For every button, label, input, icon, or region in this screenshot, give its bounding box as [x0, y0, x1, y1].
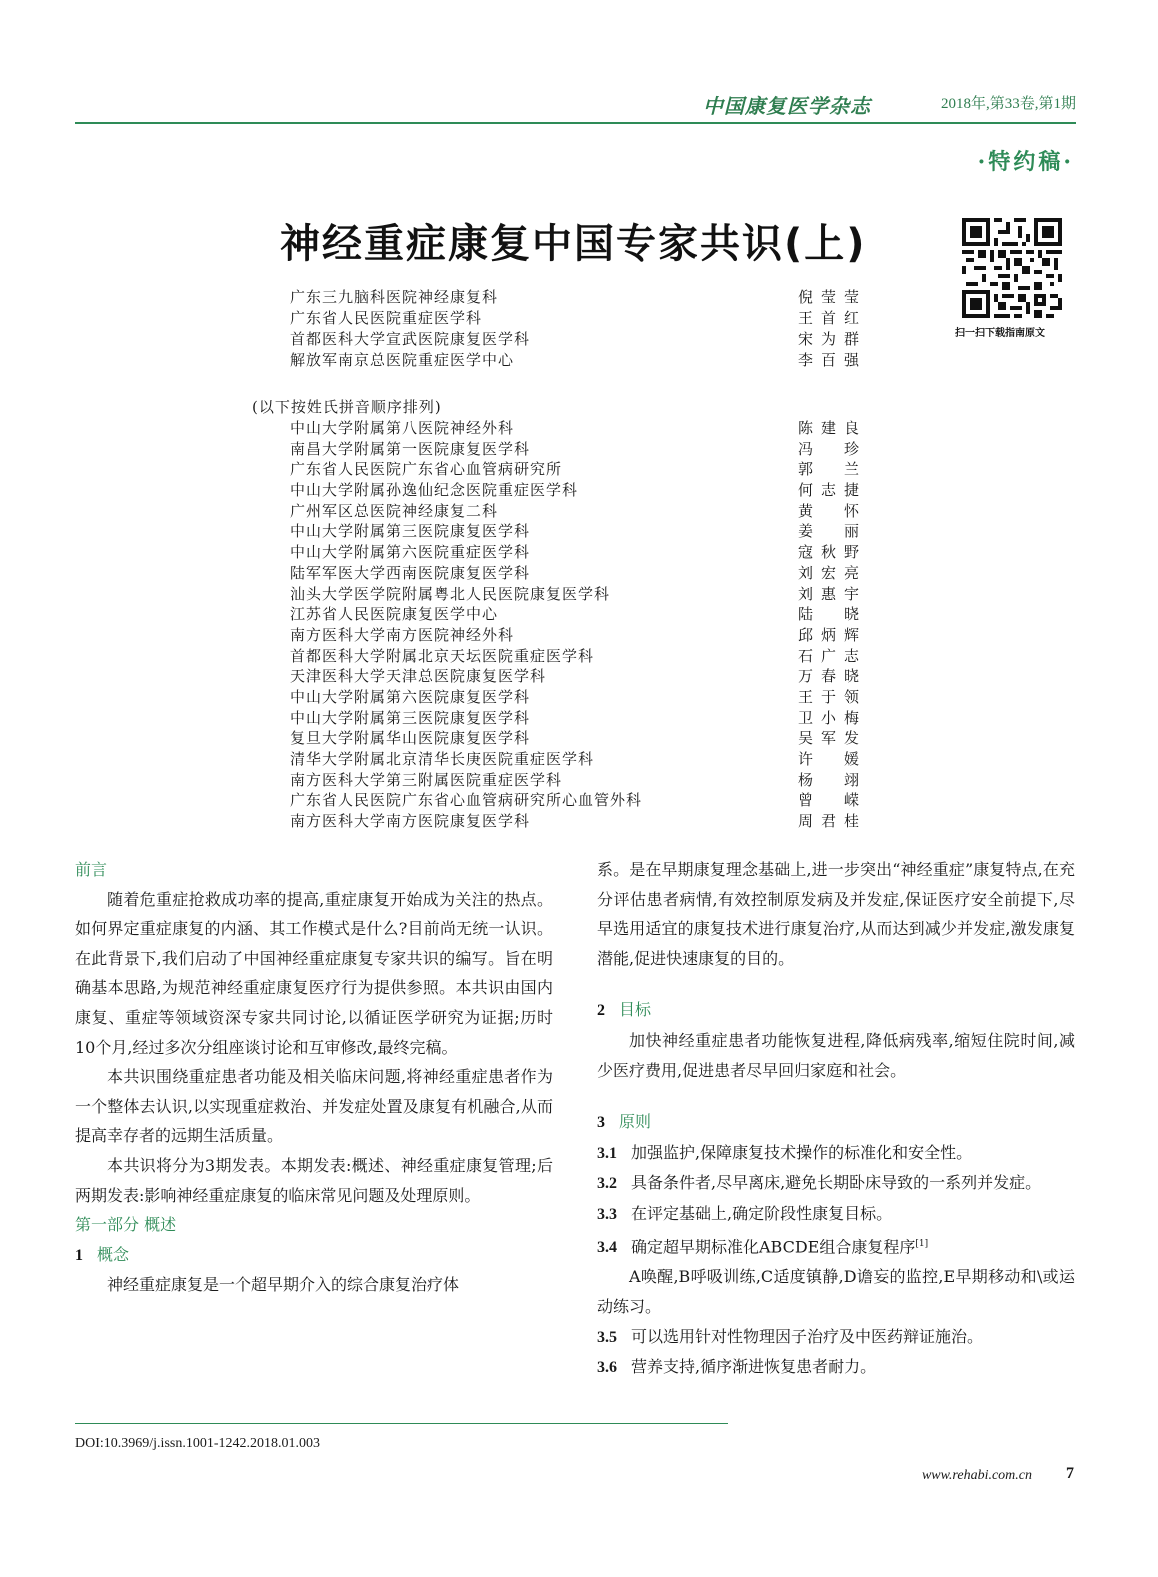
author-name: 曾 嵘	[798, 791, 860, 810]
author-name: 邱炳辉	[798, 625, 860, 644]
qr-caption: 扫一扫下载指南原文	[955, 328, 1045, 339]
author-row	[290, 418, 860, 439]
author-name: 王于领	[798, 687, 860, 706]
item-number: 3.1	[597, 1144, 617, 1162]
principle-item	[597, 1138, 1075, 1169]
left-column	[75, 855, 553, 1300]
section-heading	[597, 995, 1075, 1026]
author-name: 万春晓	[798, 667, 860, 686]
author-affiliation: 清华大学附属北京清华长庚医院重症医学科	[290, 750, 595, 768]
page-number: 7	[1066, 1465, 1074, 1482]
author-affiliation: 中山大学附属第三医院康复医学科	[290, 522, 531, 541]
author-affiliation: 中山大学附属第六医院康复医学科	[290, 687, 531, 706]
item-text: 加强监护,保障康复技术操作的标准化和安全性。	[631, 1142, 973, 1162]
section-number: 1	[75, 1246, 83, 1264]
item-text: 确定超早期标准化ABCDE组合康复程序	[631, 1236, 916, 1256]
item-number: 3.5	[597, 1328, 617, 1346]
author-name: 郭 兰	[798, 460, 860, 479]
author-affiliation: 中山大学附属第八医院神经外科	[290, 419, 515, 437]
paragraph: 神经重症康复是一个超早期介入的综合康复治疗体	[107, 1275, 460, 1295]
page-header	[75, 86, 1076, 124]
paragraph: 加快神经重症患者功能恢复进程,降低病残率,缩短住院时间,减少医疗费用,促进患者尽早回归家庭和社会。	[597, 1030, 1075, 1080]
author-row	[290, 708, 860, 729]
author-affiliation: 中山大学附属孙逸仙纪念医院重症医学科	[290, 481, 579, 500]
author-name: 杨 翊	[798, 770, 860, 789]
author-affiliation: 天津医科大学天津总医院康复医学科	[290, 667, 547, 686]
author-row	[290, 287, 860, 308]
item-number: 3.3	[597, 1205, 617, 1223]
author-name: 陈建良	[798, 419, 860, 437]
author-name: 寇秋野	[798, 543, 860, 562]
principle-item	[597, 1199, 1075, 1230]
author-row	[290, 687, 860, 708]
author-row	[290, 542, 860, 563]
section-title: 原则	[619, 1112, 652, 1132]
author-affiliation: 南昌大学附属第一医院康复医学科	[290, 439, 531, 458]
author-affiliation: 广东三九脑科医院神经康复科	[290, 288, 499, 306]
section-title: 目标	[619, 1000, 652, 1020]
section-number: 2	[597, 1002, 605, 1020]
author-affiliation: 中山大学附属第六医院重症医学科	[290, 543, 531, 562]
author-row	[290, 728, 860, 749]
author-affiliation: 复旦大学附属华山医院康复医学科	[290, 729, 531, 748]
author-row	[290, 308, 860, 329]
principle-item	[597, 1352, 1075, 1383]
author-name: 刘惠宇	[798, 584, 860, 603]
author-affiliation: 解放军南京总医院重症医学中心	[290, 351, 515, 369]
author-name: 冯 珍	[798, 439, 860, 458]
author-row	[290, 604, 860, 625]
author-row	[290, 501, 860, 522]
author-name: 李百强	[798, 351, 860, 369]
author-row	[290, 625, 860, 646]
author-row	[290, 790, 860, 811]
section-title: 概念	[97, 1244, 130, 1264]
author-list	[290, 418, 860, 832]
item-text: 在评定基础上,确定阶段性康复目标。	[631, 1203, 893, 1223]
author-name: 姜 丽	[798, 522, 860, 541]
section-heading	[75, 1240, 553, 1271]
article-title: 神经重症康复中国专家共识(上)	[280, 221, 867, 267]
footer-divider	[75, 1423, 728, 1424]
website-link[interactable]: www.rehabi.com.cn	[921, 1468, 1032, 1483]
author-name: 陆 晓	[798, 605, 860, 624]
issue-info: 2018年,第33卷,第1期	[940, 96, 1076, 112]
author-row	[290, 329, 860, 350]
principle-item	[597, 1168, 1075, 1199]
lead-author-list	[290, 287, 860, 371]
author-affiliation: 南方医科大学第三附属医院重症医学科	[290, 770, 563, 789]
author-row	[290, 666, 860, 687]
author-affiliation: 广州军区总医院神经康复二科	[290, 501, 499, 520]
author-name: 吴军发	[798, 729, 860, 748]
author-row	[290, 646, 860, 667]
citation-ref[interactable]: [1]	[915, 1238, 929, 1249]
paragraph: A唤醒,B呼吸训练,C适度镇静,D谵妄的监控,E早期移动和\或运动练习。	[597, 1267, 1075, 1317]
author-name: 石广志	[798, 646, 860, 665]
author-row	[290, 480, 860, 501]
author-row	[290, 584, 860, 605]
item-text: 可以选用针对性物理因子治疗及中医药辩证施治。	[631, 1326, 984, 1346]
journal-logo: 中国康复医学杂志	[703, 94, 871, 118]
author-row	[290, 459, 860, 480]
item-number: 3.6	[597, 1359, 617, 1377]
author-affiliation: 陆军军医大学西南医院康复医学科	[290, 563, 531, 582]
author-affiliation: 南方医科大学南方医院康复医学科	[290, 812, 531, 831]
author-affiliation: 江苏省人民医院康复医学中心	[290, 605, 499, 624]
author-name: 王首红	[798, 309, 860, 327]
author-affiliation: 首都医科大学宣武医院康复医学科	[290, 330, 531, 348]
item-number: 3.4	[597, 1238, 617, 1256]
paragraph: 本共识围绕重症患者功能及相关临床问题,将神经重症患者作为一个整体去认识,以实现重症救治、并发症处置及康复有机融合,从而提高幸存者的远期生活质量。	[75, 1067, 553, 1146]
part-heading: 第一部分 概述	[75, 1215, 177, 1235]
doi[interactable]: DOI:10.3969/j.issn.1001-1242.2018.01.003	[75, 1436, 320, 1451]
paragraph: 本共识将分为3期发表。本期发表:概述、神经重症康复管理;后两期发表:影响神经重症康复的临床常见问题及处理原则。	[75, 1155, 553, 1205]
author-row	[290, 770, 860, 791]
author-affiliation: 广东省人民医院广东省心血管病研究所心血管外科	[290, 791, 643, 810]
author-name: 周君桂	[798, 812, 860, 831]
author-name: 黄 怀	[798, 501, 860, 520]
principle-item	[597, 1322, 1075, 1353]
author-name: 倪莹莹	[798, 288, 860, 306]
author-name: 许 媛	[798, 750, 860, 768]
author-affiliation: 中山大学附属第三医院康复医学科	[290, 708, 531, 727]
author-row	[290, 521, 860, 542]
qr-code-icon[interactable]	[962, 218, 1062, 318]
item-text: 具备条件者,尽早离床,避免长期卧床导致的一系列并发症。	[631, 1173, 1042, 1193]
section-heading	[597, 1107, 1075, 1138]
author-name: 何志捷	[798, 481, 860, 500]
author-affiliation: 首都医科大学附属北京天坛医院重症医学科	[290, 646, 595, 665]
item-number: 3.2	[597, 1175, 617, 1193]
author-order-note: (以下按姓氏拼音顺序排列)	[252, 398, 442, 416]
author-row	[290, 563, 860, 584]
section-number: 3	[597, 1114, 605, 1132]
author-affiliation: 南方医科大学南方医院神经外科	[290, 625, 515, 644]
author-row	[290, 350, 860, 371]
author-affiliation: 广东省人民医院重症医学科	[290, 309, 483, 327]
foreword-heading: 前言	[75, 860, 108, 879]
author-row	[290, 439, 860, 460]
principle-item	[597, 1230, 1075, 1263]
author-name: 刘宏亮	[798, 563, 860, 582]
right-column	[597, 855, 1075, 1383]
author-affiliation: 汕头大学医学院附属粤北人民医院康复医学科	[290, 584, 611, 603]
author-name: 卫小梅	[798, 708, 860, 727]
paragraph: 随着危重症抢救成功率的提高,重症康复开始成为关注的热点。如何界定重症康复的内涵、其工作模式是什么?目前尚无统一认识。在此背景下,我们启动了中国神经重症康复专家共识的编写。旨在明确基本思路,为规范神经重症康复医疗行为提供参照。本共识由国内康复、重症等领域资深专家共同讨论,以循证医学研究为证据;历时10个月,经过多次分组座谈讨论和互审修改,最终完稿。	[75, 889, 553, 1057]
author-affiliation: 广东省人民医院广东省心血管病研究所	[290, 460, 563, 479]
item-text: 营养支持,循序渐进恢复患者耐力。	[631, 1357, 877, 1377]
author-row	[290, 749, 860, 770]
author-name: 宋为群	[798, 330, 860, 348]
paragraph: 系。是在早期康复理念基础上,进一步突出“神经重症”康复特点,在充分评估患者病情,有效控制原发病及并发症,保证医疗安全前提下,尽早选用适宜的康复技术进行康复治疗,从而达到减少并发症,激发康复潜能,促进快速康复的目的。	[597, 860, 1075, 968]
column-label: ·特约稿·	[977, 149, 1074, 175]
author-row	[290, 811, 860, 832]
